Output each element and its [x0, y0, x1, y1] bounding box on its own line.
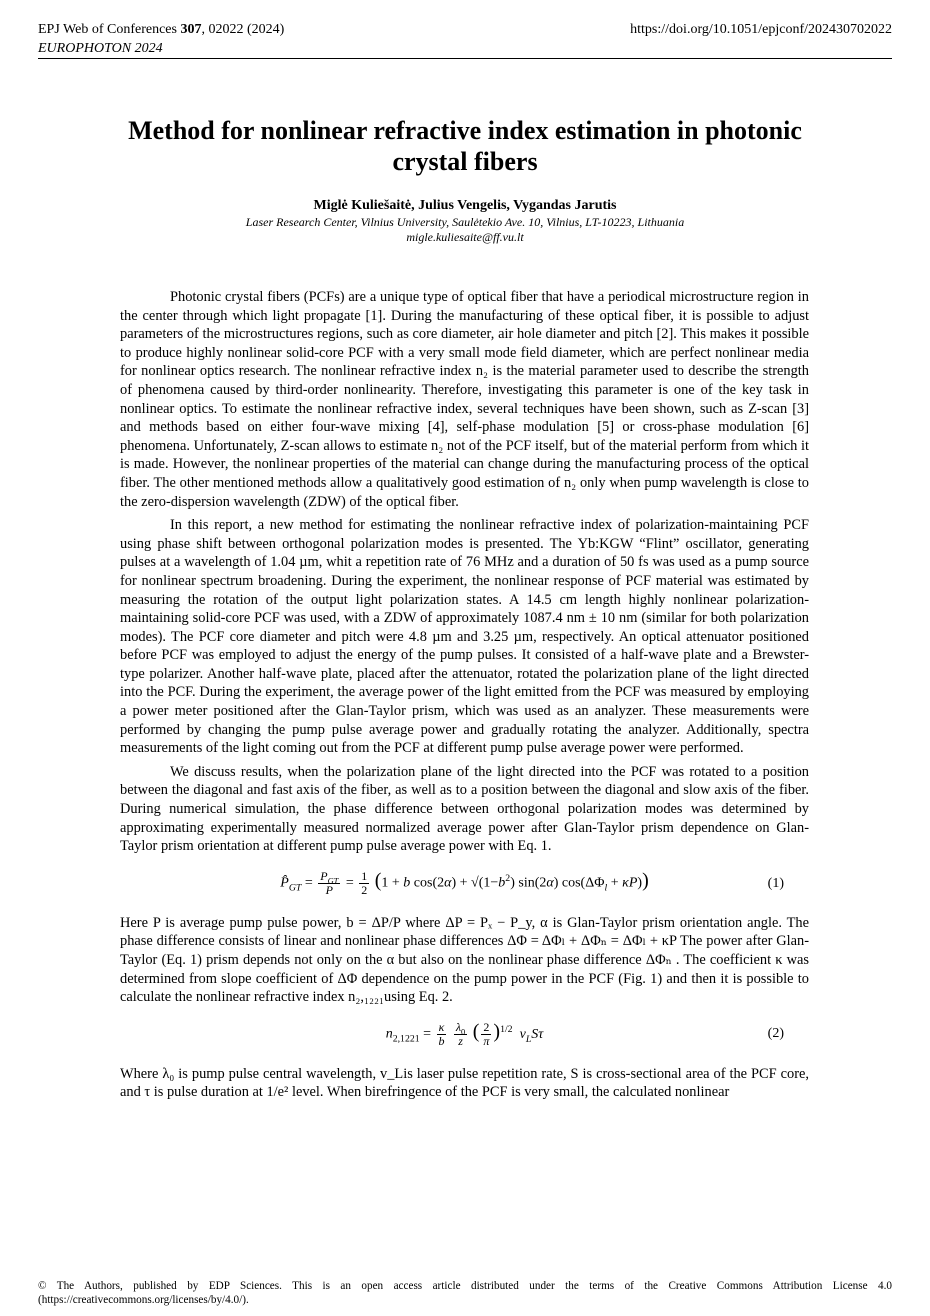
email[interactable]: migle.kuliesaite@ff.vu.lt — [406, 230, 524, 244]
conference-name: EUROPHOTON 2024 — [38, 41, 163, 56]
journal-citation: EPJ Web of Conferences 307, 02022 (2024) — [38, 22, 285, 37]
affiliation-block — [120, 215, 810, 245]
authors: Miglė Kuliešaitė, Julius Vengelis, Vygandas Jarutis — [313, 198, 617, 213]
equation-1-number: (1) — [767, 875, 784, 891]
paragraph-equation1-explanation: Here P is average pump pulse power, b = ΔP/P where ΔP = Pₓ − P_y, α is Glan-Taylor prism orientation angle. The phase difference consists of linear and nonlinear phase differences ΔΦ = ΔΦₗ + ΔΦₙ = ΔΦₗ + κP The power after Glan-Taylor (Eq. 1) prism depends not only on the α but also on the nonlinear phase difference ΔΦₙ . The coefficient κ was determined from slope coefficient of ΔΦ dependence on the pump power in the PCF (Fig. 1) and then it is possible to calculate the nonlinear refractive index n₂,₁₂₂₁using Eq. 2. — [120, 914, 809, 1006]
license-footer: © The Authors, published by EDP Sciences. This is an open access article distributed under the terms of the Creative Commons Attribution License 4.0 (https://creativecommons.org/licenses/by/4.0/). — [38, 1280, 892, 1306]
paragraph-equation2-explanation: Where λ₀ is pump pulse central wavelength, v_Lis laser pulse repetition rate, S is cross-sectional area of the PCF core, and τ is pulse duration at 1/e² level. When birefringence of the PCF is very small, the calculated nonlinear — [120, 1065, 809, 1101]
paragraph-results: We discuss results, when the polarization plane of the light directed into the PCF was rotated to a position between the diagonal and fast axis of the fiber, as well as to a position between the diagonal and slow axis of the fiber. During numerical simulation, the phase difference between orthogonal polarization modes was determined by approximating experimentally measured normalized average power after Glan-Taylor prism dependence on Glan-Taylor prism orientation at different pump pulse average power with Eq. 1. — [120, 763, 809, 855]
equation-2-number: (2) — [767, 1026, 784, 1042]
paragraph-intro: Photonic crystal fibers (PCFs) are a unique type of optical fiber that have a periodical microstructure region in the center through which light propagate [1]. During the manufacturing of these optical fiber, it is possible to adjust parameters of the microstructures regions, such as core diameter, air hole diameter and pitch [2]. This makes it possible to produce highly nonlinear solid-core PCF with a very small mode field diameter, which are perfect nonlinear media for nonlinear optics research. The nonlinear refractive index n₂ is the material parameter used to describe the strength of phenomena caused by third-order nonlinearity. Therefore, investigating this parameter is one of the key task in nonlinear optics. To estimate the nonlinear refractive index, several techniques have been shown, such as Z-scan [3] and methods based on either four-wave mixing [4], self-phase modulation [5] or cross-phase modulation [6] phenomena. Unfortunately, Z-scan allows to estimate n₂ not of the PCF itself, but of the material perform from which it is made. However, the nonlinear properties of the material can change during the manufacturing process of the optical fiber. The other mentioned methods allow a qualitatively good estimation of n₂ only when pump wavelength is close to the zero-dispersion wavelength (ZDW) of the optical fiber. — [120, 289, 809, 510]
affiliation: Laser Research Center, Vilnius University, Saulėtekio Ave. 10, Vilnius, LT-10223, Lithuania — [245, 215, 685, 229]
equation-1-body: $P̂_{GT}$ = $\frac{P_{GT}}{P}$ = $\frac{1}{2}$ (1 + b $\cos(2\alpha) + √(1-b^2)$ sin(2α) $\cos(\Delta\Phi_l + \kappa P)$) — [280, 869, 649, 898]
paragraph-method: In this report, a new method for estimating the nonlinear refractive index of polarization-maintaining PCF using phase shift between orthogonal polarization modes is presented. The Yb:KGW “Flint” oscillator, generating pulses at a wavelength of 1.04 µm, whit a repetition rate of 76 MHz and a duration of 50 fs was used as a pump source for nonlinear spectrum broadening. During the experiment, the nonlinear response of PCF material was estimated by measuring the rotation of the output light polarization states. A 14.5 cm length highly nonlinear polarization-maintaining solid-core PCF was used, with a ZDW of approximately 1087.4 nm ± 10 nm (similar for both polarization modes). The PCF core diameter and pitch were 4.8 µm and 3.25 µm, respectively. An optical attenuator positioned before PCF was employed to adjust the energy of the pump pulses. It consisted of a half-wave plate and a Brewster-type polarizer. Another half-wave plate, placed after the attenuator, rotated the polarization plane of the light directed into the PCF. During the experiment, the average power of the light emitted from the PCF was measured by employing a power meter positioned after the Glan-Taylor prism, which was used as an analyzer. These measurements were performed by changing the pump pulse average power and gradually rotating the analyzer. Additionally, spectra measurements of the light coming out from the PCF at different pump pulse average power were performed. — [120, 517, 809, 757]
equation-2 — [120, 1015, 809, 1055]
doi-link[interactable]: https://doi.org/10.1051/epjconf/202430702022 — [630, 22, 892, 37]
equation-2-body: $n_{2,1221}$ = $\frac{\kappa}{b}$ $\frac{\lambda_0}{z}$ ( $\frac{2}{\pi}$ )$^{1/2}$ $v_LS\tau$ — [385, 1020, 544, 1049]
paper-title: Method for nonlinear refractive index estimation in photonic crystal fibers — [128, 116, 802, 176]
equation-1 — [120, 864, 809, 904]
header-divider — [38, 58, 892, 59]
paper-body — [120, 288, 809, 1105]
running-header-left — [38, 20, 284, 58]
